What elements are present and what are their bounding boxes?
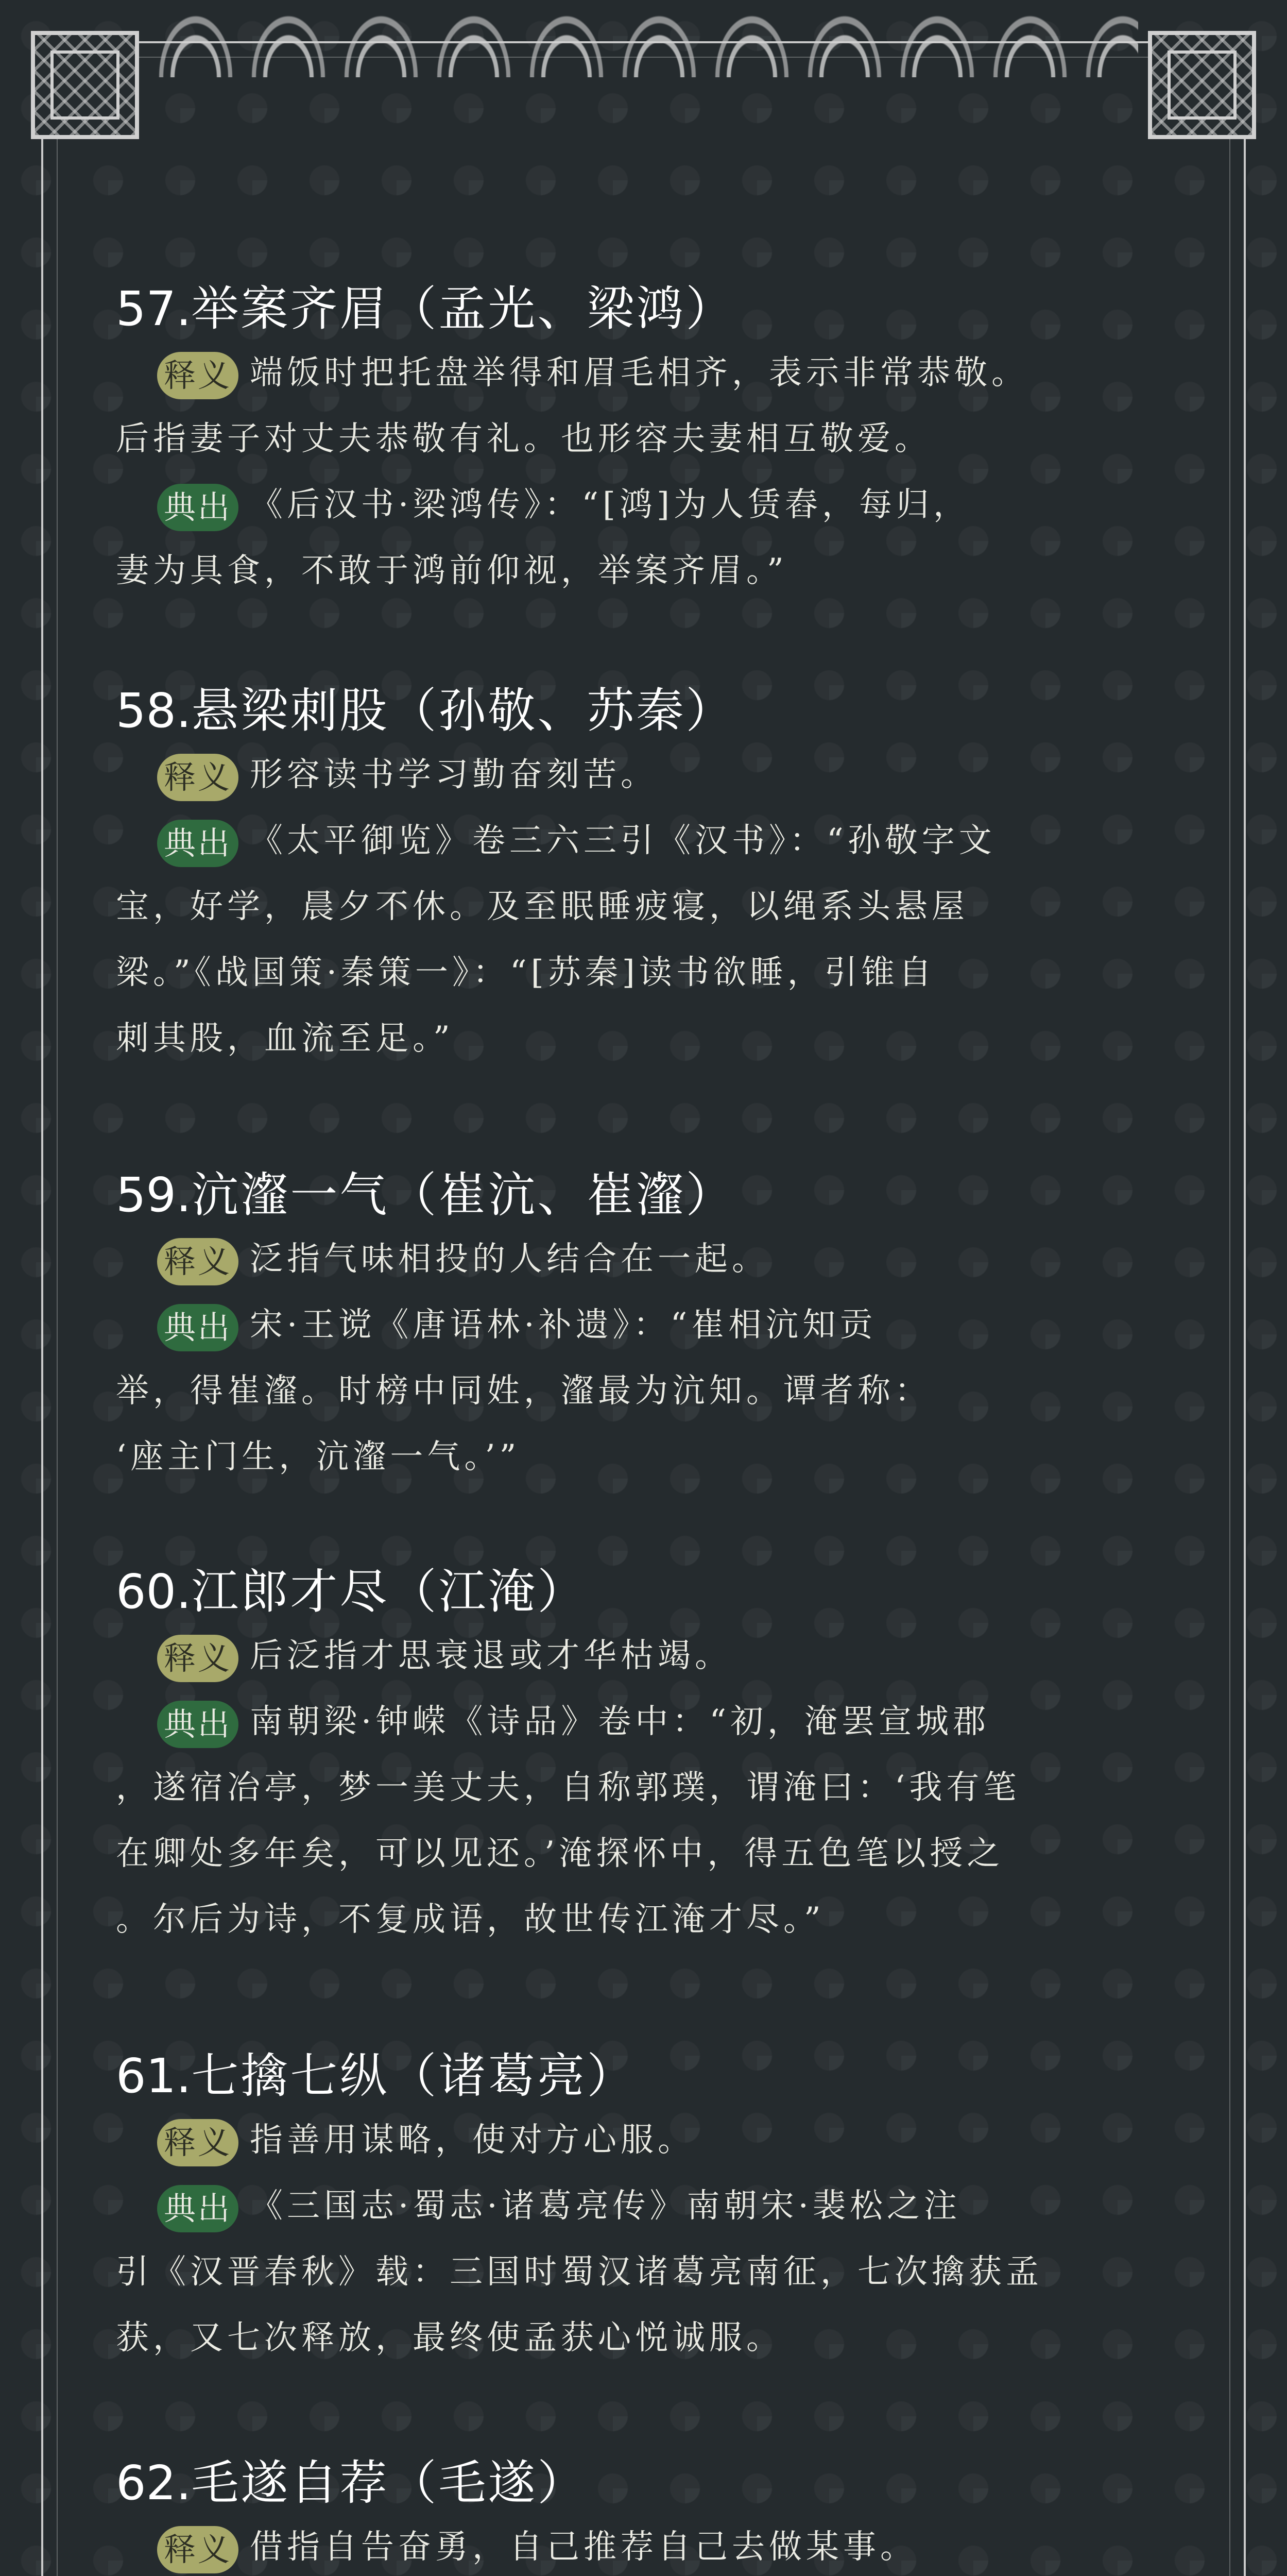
source-text: 梁。”《战国策·秦策一》：“[苏秦]读书欲睡，引锥自 xyxy=(116,954,936,992)
meaning-text: 端饭时把托盘举得和眉毛相齐，表示非常恭敬。 xyxy=(250,354,1028,392)
top-cloud-border xyxy=(149,0,1138,77)
source-badge: 典出 xyxy=(157,1304,238,1351)
source-text: 《后汉书·梁鸿传》：“[鸿]为人赁舂，每归， xyxy=(250,486,970,524)
meaning-text: 形容读书学习勤奋刻苦。 xyxy=(250,756,658,794)
idiom-title xyxy=(116,680,1166,742)
source-line xyxy=(116,1358,1166,1424)
source-line xyxy=(116,1755,1166,1821)
idiom-number: 62. xyxy=(116,2455,192,2511)
source-line xyxy=(116,1006,1166,1072)
idiom-title-text: 毛遂自荐（毛遂） xyxy=(191,2455,587,2511)
idiom-entry xyxy=(116,1561,1166,1953)
source-text: 《三国志·蜀志·诸葛亮传》南朝宋·裴松之注 xyxy=(250,2187,962,2225)
source-line xyxy=(116,874,1166,940)
source-badge: 典出 xyxy=(157,1701,238,1748)
idiom-number: 59. xyxy=(116,1167,192,1223)
source-badge: 典出 xyxy=(157,820,238,867)
source-line xyxy=(116,1821,1166,1887)
idiom-title xyxy=(116,2045,1166,2107)
meaning-line xyxy=(116,1623,1166,1689)
idiom-entry xyxy=(116,2045,1166,2371)
source-line xyxy=(116,1292,1166,1358)
source-text: 宋·王谠《唐语林·补遗》：“崔相沆知贡 xyxy=(250,1306,877,1344)
idiom-entry xyxy=(116,680,1166,1072)
source-line xyxy=(116,2239,1166,2305)
idiom-title-text: 举案齐眉（孟光、梁鸿） xyxy=(191,281,735,336)
meaning-text: 指善用谋略，使对方心服。 xyxy=(250,2121,695,2159)
source-badge: 典出 xyxy=(157,2185,238,2232)
source-text: 南朝梁·钟嵘《诗品》卷中：“初，淹罢宣城郡 xyxy=(250,1703,990,1741)
meaning-badge: 释义 xyxy=(157,1238,238,1285)
idiom-entry xyxy=(116,1164,1166,1490)
idiom-title-text: 江郎才尽（江淹） xyxy=(191,1564,587,1619)
corner-ornament-top-right xyxy=(1148,31,1256,139)
source-line xyxy=(116,1689,1166,1755)
source-line xyxy=(116,2305,1166,2371)
source-line xyxy=(116,472,1166,538)
source-line xyxy=(116,1887,1166,1953)
source-text: 举，得崔瀣。时榜中同姓，瀣最为沆知。谭者称： xyxy=(116,1372,932,1410)
idiom-entry xyxy=(116,2452,1166,2576)
idiom-title xyxy=(116,1164,1166,1226)
source-text: 引《汉晋春秋》载：三国时蜀汉诸葛亮南征，七次擒获孟 xyxy=(116,2253,1043,2291)
meaning-text: 借指自告奋勇，自己推荐自己去做某事。 xyxy=(250,2528,917,2566)
source-line xyxy=(116,2173,1166,2239)
meaning-line xyxy=(116,2107,1166,2173)
source-text: 宝，好学，晨夕不休。及至眠睡疲寝，以绳系头悬屋 xyxy=(116,888,969,926)
source-badge: 典出 xyxy=(157,484,238,531)
idiom-entry xyxy=(116,278,1166,604)
meaning-line xyxy=(116,2514,1166,2576)
idiom-title-text: 七擒七纵（诸葛亮） xyxy=(191,2048,637,2104)
source-text: 。尔后为诗，不复成语，故世传江淹才尽。” xyxy=(116,1901,825,1939)
source-line xyxy=(116,808,1166,874)
corner-ornament-top-left xyxy=(31,31,139,139)
source-text: 获，又七次释放，最终使孟获心悦诚服。 xyxy=(116,2319,783,2357)
source-text: 妻为具食，不敢于鸿前仰视，举案齐眉。” xyxy=(116,552,788,590)
meaning-badge: 释义 xyxy=(157,2526,238,2573)
meaning-badge: 释义 xyxy=(157,2119,238,2166)
source-text: 《太平御览》卷三六三引《汉书》：“孙敬字文 xyxy=(250,822,996,860)
meaning-badge: 释义 xyxy=(157,352,238,399)
idiom-title-text: 悬梁刺股（孙敬、苏秦） xyxy=(191,683,735,738)
idiom-number: 60. xyxy=(116,1564,192,1619)
meaning-text: 后泛指才思衰退或才华枯竭。 xyxy=(250,1637,732,1675)
idiom-number: 61. xyxy=(116,2048,192,2104)
meaning-text: 泛指气味相投的人结合在一起。 xyxy=(250,1240,769,1278)
idiom-title xyxy=(116,2452,1166,2514)
meaning-line xyxy=(116,406,1166,472)
source-text: ‘座主门生，沆瀣一气。’” xyxy=(116,1438,521,1476)
source-line xyxy=(116,940,1166,1006)
idiom-title xyxy=(116,278,1166,340)
meaning-badge: 释义 xyxy=(157,754,238,801)
meaning-line xyxy=(116,742,1166,808)
source-text: 刺其股，血流至足。” xyxy=(116,1020,454,1058)
idiom-title xyxy=(116,1561,1166,1623)
meaning-badge: 释义 xyxy=(157,1635,238,1682)
source-line xyxy=(116,1424,1166,1490)
source-text: 在卿处多年矣，可以见还。’淹探怀中，得五色笔以授之 xyxy=(116,1835,1004,1873)
idiom-number: 58. xyxy=(116,683,192,738)
source-line xyxy=(116,538,1166,604)
source-text: ，遂宿冶亭，梦一美丈夫，自称郭璞，谓淹曰：‘我有笔 xyxy=(116,1769,1021,1807)
meaning-text: 后指妻子对丈夫恭敬有礼。也形容夫妻相互敬爱。 xyxy=(116,420,932,458)
idiom-number: 57. xyxy=(116,281,192,336)
meaning-line xyxy=(116,1226,1166,1292)
meaning-line xyxy=(116,340,1166,406)
idiom-title-text: 沆瀣一气（崔沆、崔瀣） xyxy=(191,1167,735,1223)
